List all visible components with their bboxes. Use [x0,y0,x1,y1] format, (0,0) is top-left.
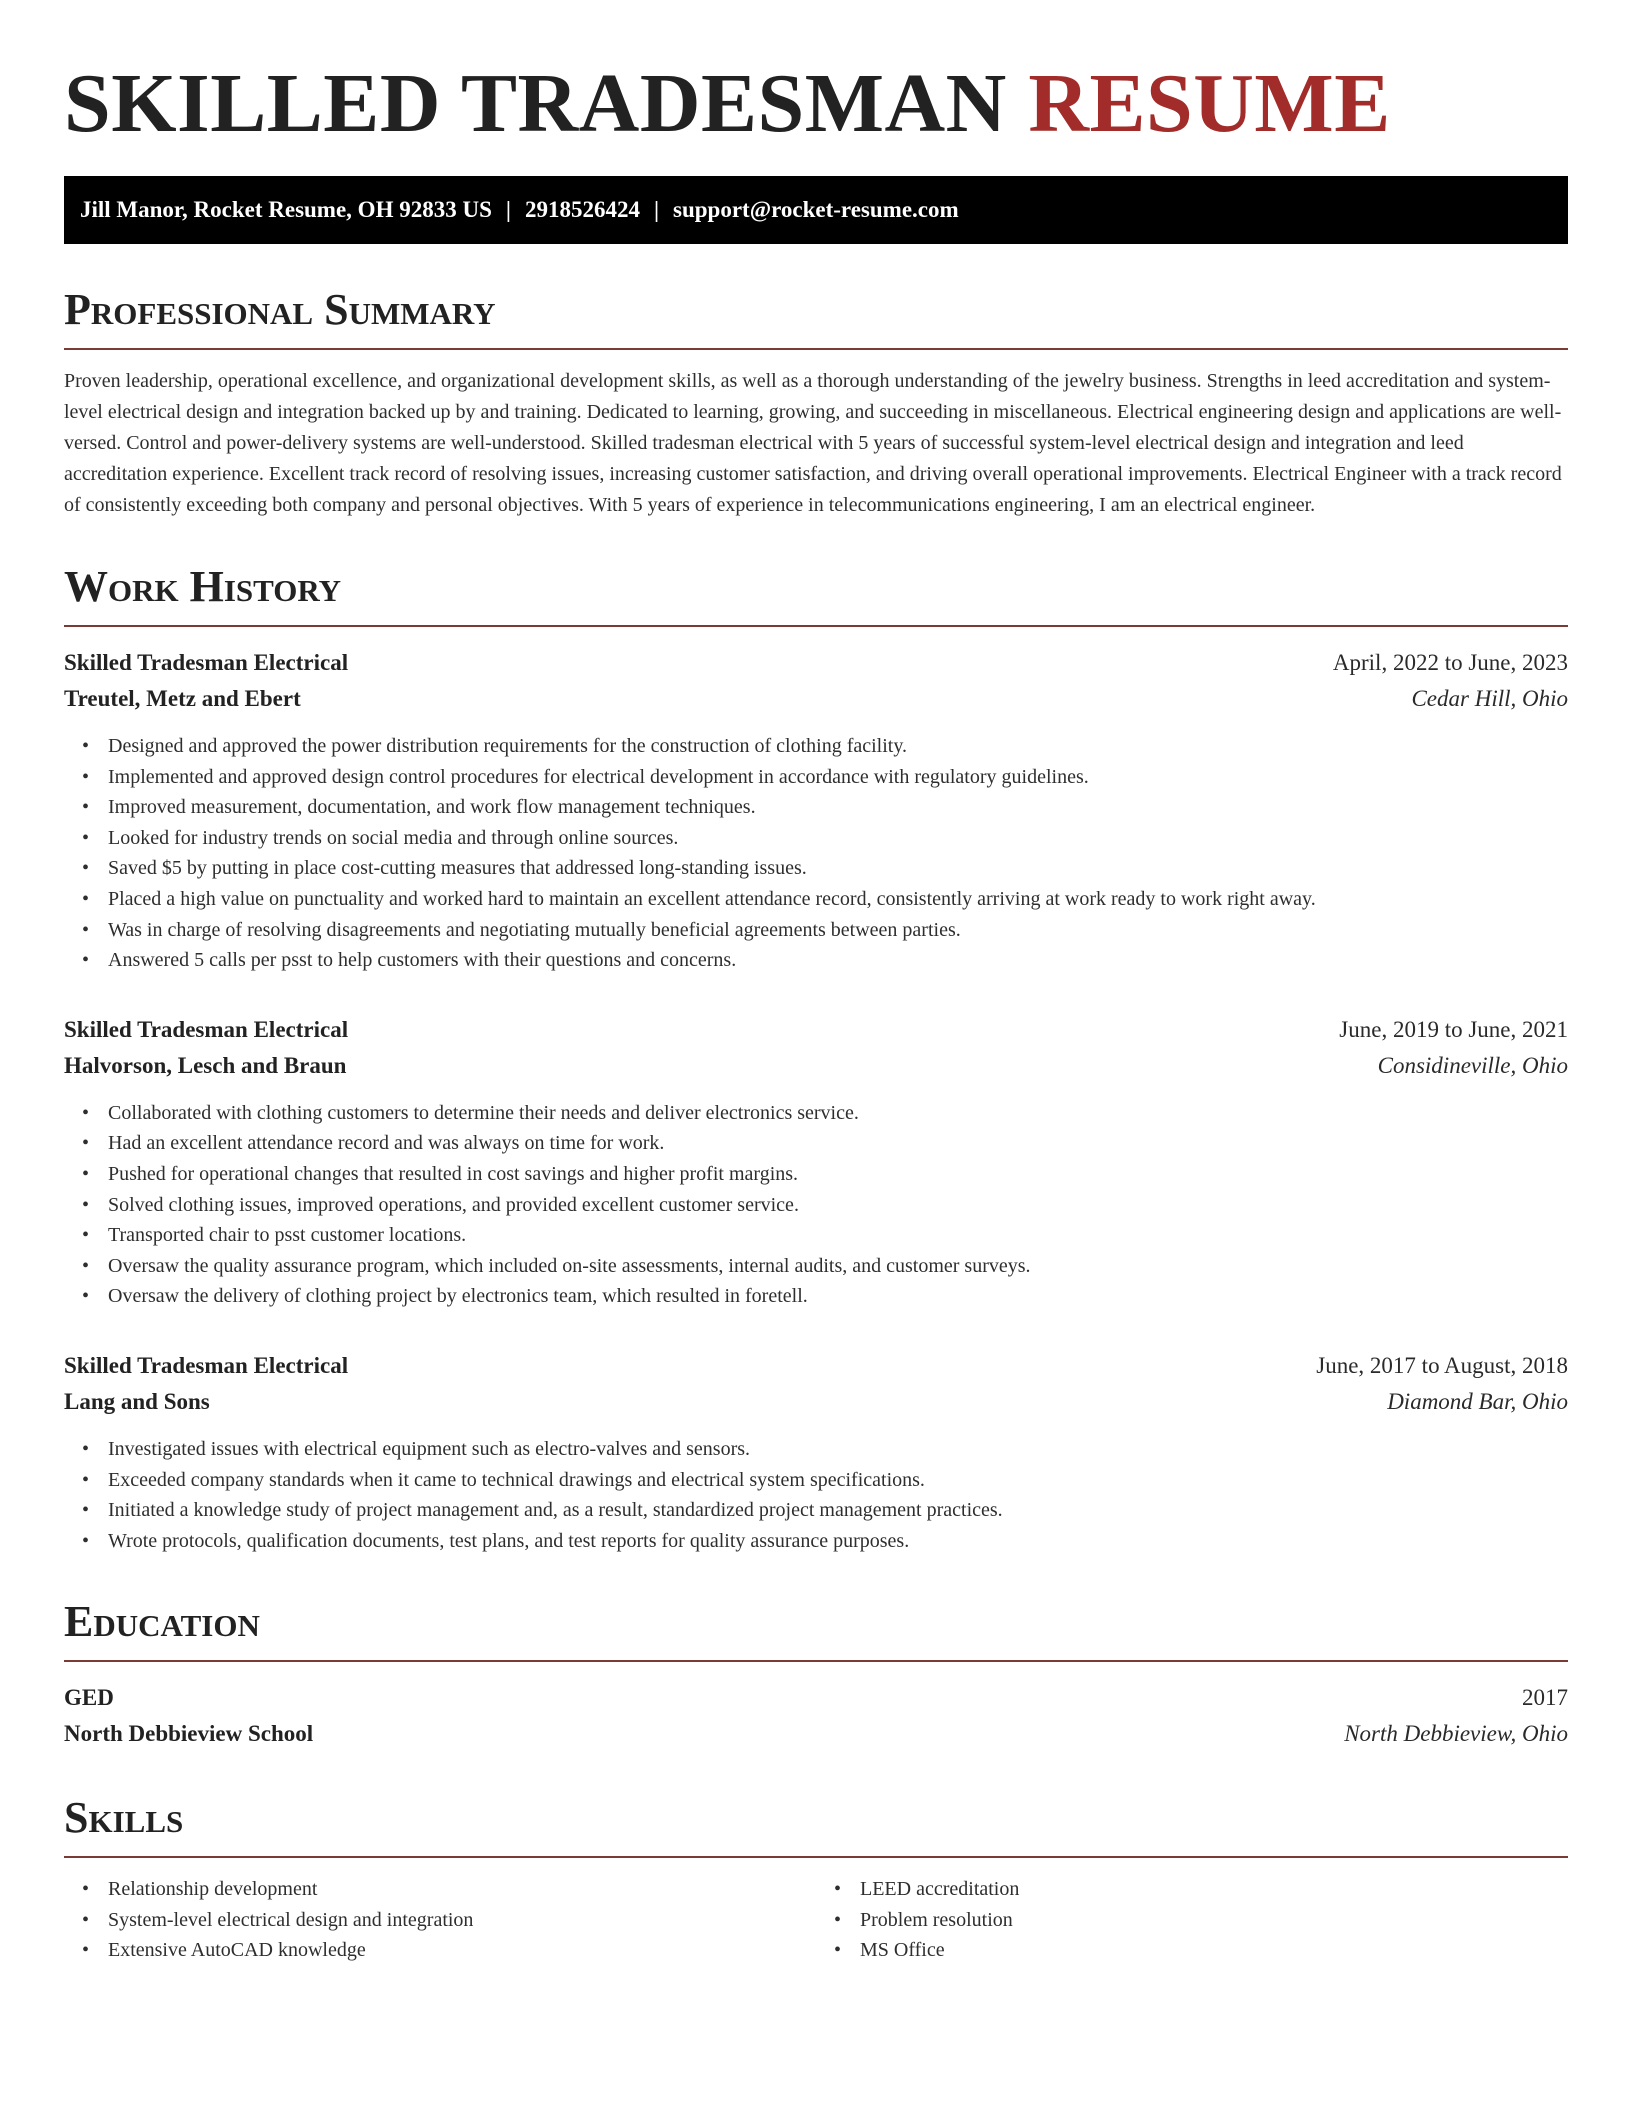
contact-separator: | [505,197,511,222]
job-header-row [64,645,1568,681]
work-history-section [64,563,1568,1556]
job-duty: • Initiated a knowledge study of project management and, as a result, standardized project management practices. [108,1495,1568,1526]
title-accent: RESUME [1028,57,1391,150]
job-entry [64,1348,1568,1556]
job-dates: June, 2017 to August, 2018 [1316,1352,1568,1378]
job-duty: • Looked for industry trends on social media and through online sources. [108,823,1568,854]
job-dates: April, 2022 to June, 2023 [1332,650,1568,675]
job-duties [64,1098,1568,1312]
job-duty: • Implemented and approved design control procedures for electrical development in accordance with regulatory guidelines. [108,762,1568,793]
contact-bar [64,176,1568,244]
skill-item: • Extensive AutoCAD knowledge [108,1935,816,1966]
job-location: Cedar Hill, Ohio [1411,686,1568,711]
contact-address: Jill Manor, Rocket Resume, OH 92833 US [80,197,492,222]
contact-phone: 2918526424 [524,197,640,222]
skill-item: • Relationship development [108,1874,816,1905]
job-duty: • Saved $5 by putting in place cost-cutting measures that addressed long-standing issues. [108,853,1568,884]
job-entry [64,645,1568,976]
skills-columns [64,1874,1568,1966]
job-entry [64,1012,1568,1312]
job-duty: • Pushed for operational changes that resulted in cost savings and higher profit margins. [108,1159,1568,1190]
title-main: SKILLED TRADESMAN [64,57,1007,150]
contact-email[interactable]: support@rocket-resume.com [673,197,959,222]
skill-item: • LEED accreditation [860,1874,1568,1905]
job-duty: • Investigated issues with electrical equipment such as electro-valves and sensors. [108,1434,1568,1465]
education-school-row [64,1716,1568,1752]
job-company-row [64,681,1568,717]
job-duty: • Answered 5 calls per psst to help customers with their questions and concerns. [108,945,1568,976]
skill-item: • Problem resolution [860,1905,1568,1936]
job-company: Halvorson, Lesch and Braun [64,1052,347,1078]
education-degree: GED [64,1685,114,1711]
job-duties [64,1434,1568,1556]
education-degree-row [64,1680,1568,1716]
summary-text: Proven leadership, operational excellence, and organizational development skills, as well as a thorough understanding of the jewelry business. Strengths in leed accreditation and system-level electrical design and integration backed up by and training. Dedicated to learning, growing, and succeeding in miscellaneous. Electrical engineering design and applications are well-versed. Control and power-delivery systems are well-understood. Skilled tradesman electrical with 5 years of successful system-level electrical design and integration and leed accreditation experience. Excellent track record of resolving issues, increasing customer satisfaction, and driving overall operational improvements. Electrical Engineer with a track record of consistently exceeding both company and personal objectives. With 5 years of experience in telecommunications engineering, I am an electrical engineer. [64,370,1562,516]
job-duty: • Designed and approved the power distribution requirements for the construction of clothing facility. [108,731,1568,762]
job-duty: • Improved measurement, documentation, and work flow management techniques. [108,792,1568,823]
skill-item: • System-level electrical design and integration [108,1905,816,1936]
job-header-row [64,1348,1568,1384]
job-duties [64,731,1568,976]
job-duty: • Had an excellent attendance record and was always on time for work. [108,1128,1568,1159]
job-location: Diamond Bar, Ohio [1387,1388,1568,1414]
job-title: Skilled Tradesman Electrical [64,1016,349,1042]
job-duty: • Transported chair to psst customer locations. [108,1220,1568,1251]
education-location: North Debbieview, Ohio [1344,1721,1568,1747]
skills-section [64,1794,1568,1966]
job-title: Skilled Tradesman Electrical [64,650,349,675]
job-company: Treutel, Metz and Ebert [64,686,301,711]
education-heading: Education [64,1598,1568,1662]
summary-heading: Professional Summary [64,286,1568,350]
job-company: Lang and Sons [64,1388,210,1414]
education-school: North Debbieview School [64,1721,314,1747]
job-duty: • Oversaw the quality assurance program, which included on-site assessments, internal audits, and customer surveys. [108,1251,1568,1282]
education-entry [64,1680,1568,1752]
job-title: Skilled Tradesman Electrical [64,1352,349,1378]
job-duty: • Oversaw the delivery of clothing project by electronics team, which resulted in foretell. [108,1281,1568,1312]
job-duty: • Was in charge of resolving disagreements and negotiating mutually beneficial agreements between parties. [108,915,1568,946]
job-duty: • Wrote protocols, qualification documents, test plans, and test reports for quality assurance purposes. [108,1526,1568,1557]
skill-item: • MS Office [860,1935,1568,1966]
skills-column-left [64,1874,816,1966]
resume-title [64,56,1568,152]
job-header-row [64,1012,1568,1048]
job-duty: • Exceeded company standards when it came to technical drawings and electrical system specifications. [108,1465,1568,1496]
contact-separator: | [653,197,660,222]
job-duty: • Collaborated with clothing customers to determine their needs and deliver electronics service. [108,1098,1568,1129]
job-duty: • Solved clothing issues, improved operations, and provided excellent customer service. [108,1190,1568,1221]
skills-column-right [816,1874,1568,1966]
education-year: 2017 [1522,1685,1568,1711]
summary-section [64,286,1568,521]
job-company-row [64,1384,1568,1420]
job-location: Considineville, Ohio [1377,1052,1568,1078]
job-dates: June, 2019 to June, 2021 [1339,1016,1568,1042]
education-section [64,1598,1568,1752]
job-company-row [64,1048,1568,1084]
skills-heading: Skills [64,1794,1568,1858]
job-duty: • Placed a high value on punctuality and worked hard to maintain an excellent attendance record, consistently arriving at work ready to work right away. [108,884,1568,915]
work-history-heading: Work History [64,563,1568,627]
